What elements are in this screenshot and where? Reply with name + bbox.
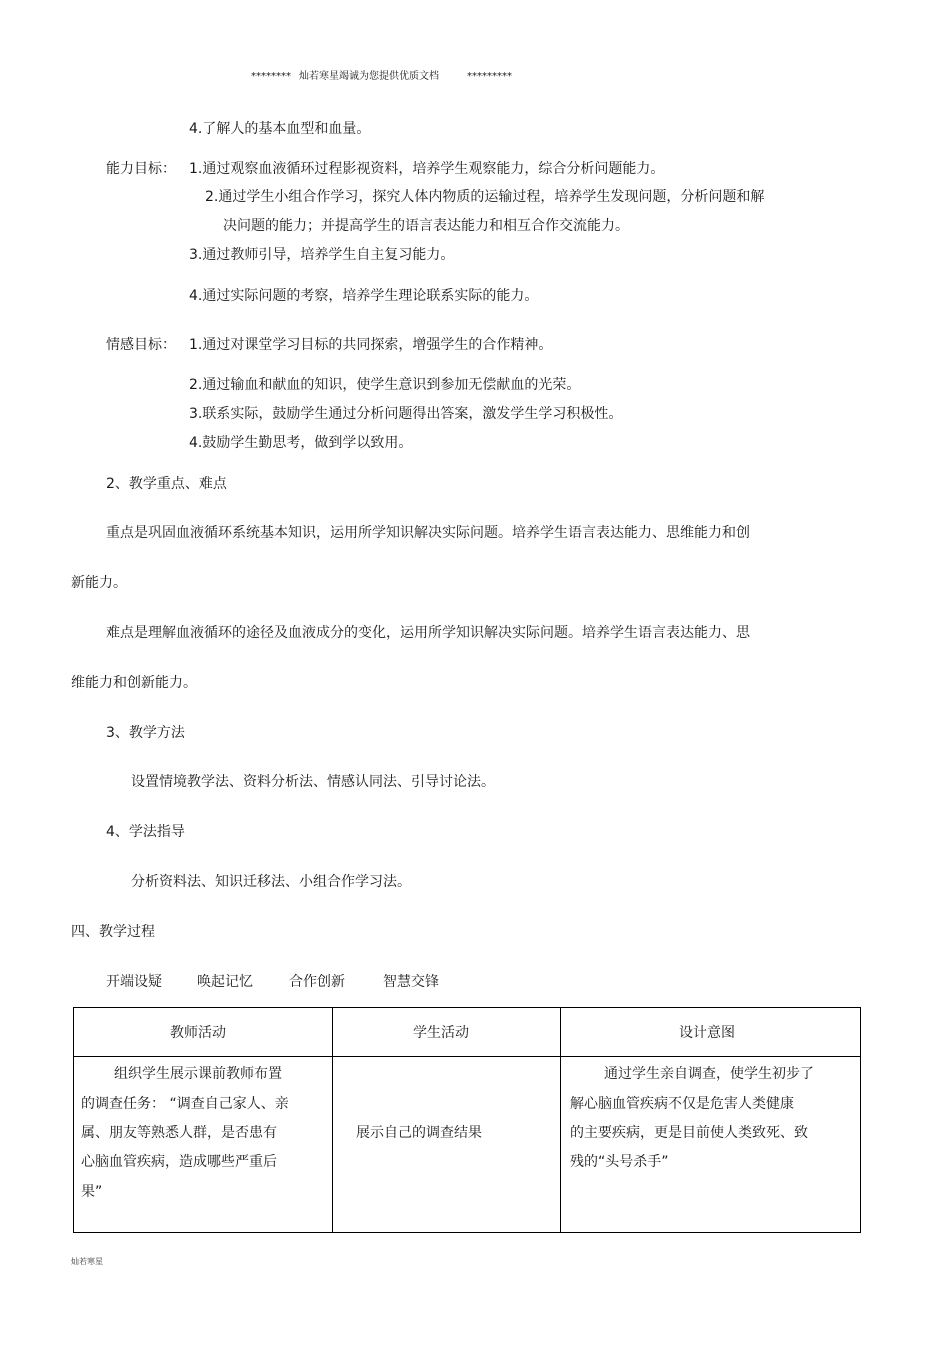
emotion-goal-item-4: 4.鼓励学生勤思考，做到学以致用。 bbox=[189, 435, 413, 451]
header-left-stars: ******** bbox=[251, 71, 291, 82]
teacher-activity-line: 属、朋友等熟悉人群，是否患有 bbox=[81, 1125, 277, 1141]
emotion-goal-label: 情感目标： bbox=[106, 337, 176, 353]
teacher-activity-line: 果” bbox=[81, 1184, 103, 1200]
teaching-process-heading: 四、教学过程 bbox=[71, 924, 155, 940]
ability-goal-item-1: 1.通过观察血液循环过程影视资料，培养学生观察能力，综合分析问题能力。 bbox=[189, 161, 665, 177]
teacher-activity-line: 心脑血管疾病，造成哪些严重后 bbox=[81, 1154, 277, 1170]
header-right-stars: ********* bbox=[467, 71, 512, 82]
teacher-activity-line: 组织学生展示课前教师布置 bbox=[114, 1066, 282, 1082]
ability-goal-item-4: 4.通过实际问题的考察，培养学生理论联系实际的能力。 bbox=[189, 288, 539, 304]
ability-goal-item-2-line-1: 2.通过学生小组合作学习，探究人体内物质的运输过程，培养学生发现问题，分析问题和解 bbox=[205, 189, 765, 205]
ability-goal-label: 能力目标： bbox=[106, 161, 176, 177]
process-stage-3: 合作创新 bbox=[289, 974, 345, 990]
ability-goal-item-3: 3.通过教师引导，培养学生自主复习能力。 bbox=[189, 247, 455, 263]
table-header-teacher: 教师活动 bbox=[170, 1025, 226, 1041]
table-header-student: 学生活动 bbox=[413, 1025, 469, 1041]
table-column-divider bbox=[560, 1008, 561, 1232]
table-column-divider bbox=[332, 1008, 333, 1232]
design-intent-line: 残的“头号杀手” bbox=[570, 1154, 669, 1170]
difficult-points-line-2: 维能力和创新能力。 bbox=[71, 675, 197, 691]
design-intent-line: 的主要疾病，更是目前使人类致死、致 bbox=[570, 1125, 808, 1141]
difficult-points-line-1: 难点是理解血液循环的途径及血液成分的变化，运用所学知识解决实际问题。培养学生语言表达能力、思 bbox=[106, 625, 750, 641]
footer-text: 灿若寒星 bbox=[71, 1257, 103, 1266]
design-intent-line: 通过学生亲自调查，使学生初步了 bbox=[604, 1066, 814, 1082]
knowledge-goal-item-4: 4.了解人的基本血型和血量。 bbox=[189, 121, 371, 137]
key-points-line-1: 重点是巩固血液循环系统基本知识，运用所学知识解决实际问题。培养学生语言表达能力、思维能力和创 bbox=[106, 525, 750, 541]
teacher-activity-line: 的调查任务： “调查自己家人、亲 bbox=[81, 1096, 289, 1112]
teaching-process-table bbox=[73, 1007, 861, 1233]
table-header-intent: 设计意图 bbox=[679, 1025, 735, 1041]
student-activity-text: 展示自己的调查结果 bbox=[356, 1125, 482, 1141]
learning-methods-text: 分析资料法、知识迁移法、小组合作学习法。 bbox=[131, 874, 411, 890]
key-points-line-2: 新能力。 bbox=[71, 575, 127, 591]
emotion-goal-item-3: 3.联系实际，鼓励学生通过分析问题得出答案，激发学生学习积极性。 bbox=[189, 406, 623, 422]
section-4-heading: 4、学法指导 bbox=[106, 824, 185, 840]
table-header-divider bbox=[74, 1056, 860, 1057]
emotion-goal-item-2: 2.通过输血和献血的知识，使学生意识到参加无偿献血的光荣。 bbox=[189, 377, 581, 393]
ability-goal-item-2-line-2: 决问题的能力；并提高学生的语言表达能力和相互合作交流能力。 bbox=[223, 218, 629, 234]
design-intent-line: 解心脑血管疾病不仅是危害人类健康 bbox=[570, 1096, 794, 1112]
header-title: 灿若寒星竭诚为您提供优质文档 bbox=[299, 71, 439, 82]
section-3-heading: 3、教学方法 bbox=[106, 725, 185, 741]
emotion-goal-item-1: 1.通过对课堂学习目标的共同探索，增强学生的合作精神。 bbox=[189, 337, 553, 353]
process-stage-1: 开端设疑 bbox=[106, 974, 162, 990]
process-stage-2: 唤起记忆 bbox=[197, 974, 253, 990]
process-stage-4: 智慧交锋 bbox=[383, 974, 439, 990]
teaching-methods-text: 设置情境教学法、资料分析法、情感认同法、引导讨论法。 bbox=[131, 774, 495, 790]
section-2-heading: 2、教学重点、难点 bbox=[106, 476, 227, 492]
